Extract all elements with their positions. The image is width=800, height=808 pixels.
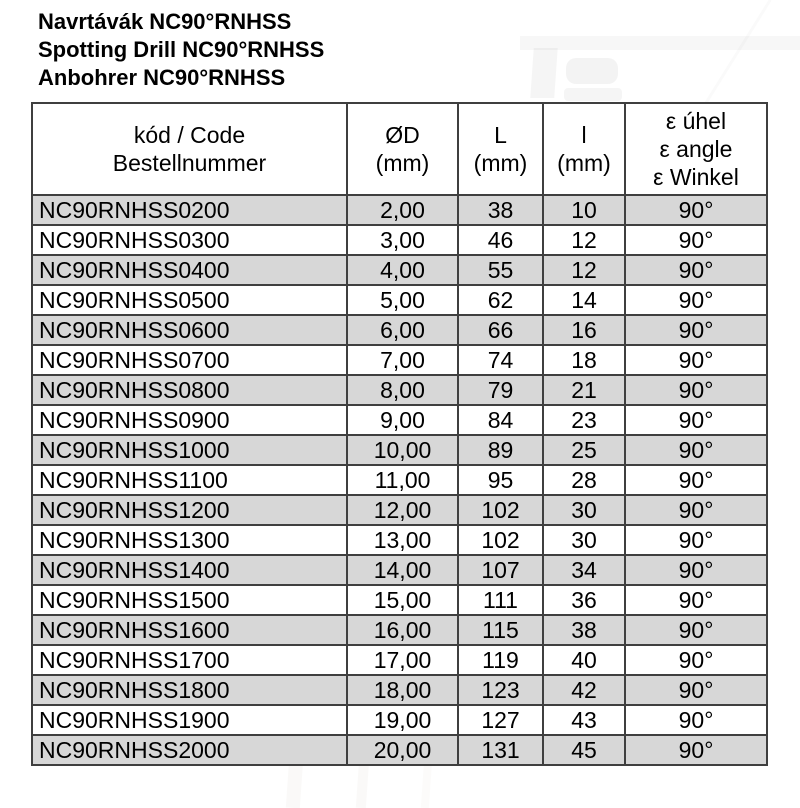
cell-diameter: 4,00	[347, 255, 458, 285]
cell-code: NC90RNHSS1500	[32, 585, 347, 615]
cell-code: NC90RNHSS1600	[32, 615, 347, 645]
cell-angle: 90°	[625, 645, 767, 675]
cell-code: NC90RNHSS1700	[32, 645, 347, 675]
cell-angle: 90°	[625, 495, 767, 525]
cell-length-l: 12	[543, 255, 625, 285]
cell-diameter: 7,00	[347, 345, 458, 375]
table-row	[32, 675, 767, 705]
header-line: l	[581, 122, 587, 148]
cell-length-L: 115	[458, 615, 543, 645]
cell-code: NC90RNHSS1200	[32, 495, 347, 525]
table-row	[32, 705, 767, 735]
cell-angle: 90°	[625, 735, 767, 765]
cell-length-l: 18	[543, 345, 625, 375]
table-row	[32, 615, 767, 645]
col-header-angle	[625, 103, 767, 195]
cell-length-l: 38	[543, 615, 625, 645]
page-title	[38, 8, 324, 92]
cell-length-L: 66	[458, 315, 543, 345]
header-line: Bestellnummer	[112, 150, 267, 176]
cell-length-L: 55	[458, 255, 543, 285]
cell-angle: 90°	[625, 615, 767, 645]
cell-angle: 90°	[625, 315, 767, 345]
cell-length-l: 45	[543, 735, 625, 765]
table-row	[32, 525, 767, 555]
cell-code: NC90RNHSS1300	[32, 525, 347, 555]
table-row	[32, 435, 767, 465]
cell-diameter: 6,00	[347, 315, 458, 345]
cell-angle: 90°	[625, 585, 767, 615]
cell-diameter: 20,00	[347, 735, 458, 765]
cell-angle: 90°	[625, 225, 767, 255]
col-header-diameter	[347, 103, 458, 195]
col-header-length-l	[543, 103, 625, 195]
cell-angle: 90°	[625, 555, 767, 585]
cell-angle: 90°	[625, 435, 767, 465]
header-line: ØD	[385, 122, 420, 148]
table-row	[32, 255, 767, 285]
cell-code: NC90RNHSS0500	[32, 285, 347, 315]
table-row	[32, 405, 767, 435]
cell-length-L: 107	[458, 555, 543, 585]
col-header-code	[32, 103, 347, 195]
cell-diameter: 14,00	[347, 555, 458, 585]
cell-diameter: 8,00	[347, 375, 458, 405]
cell-length-L: 123	[458, 675, 543, 705]
cell-length-L: 89	[458, 435, 543, 465]
header-line: (mm)	[473, 150, 528, 176]
cell-angle: 90°	[625, 705, 767, 735]
cell-length-l: 16	[543, 315, 625, 345]
watermark-logo-shape	[564, 88, 622, 101]
table-row	[32, 585, 767, 615]
cell-length-l: 36	[543, 585, 625, 615]
cell-diameter: 9,00	[347, 405, 458, 435]
table-row	[32, 225, 767, 255]
table-row	[32, 645, 767, 675]
cell-code: NC90RNHSS0700	[32, 345, 347, 375]
header-line: (mm)	[557, 150, 611, 176]
table-header-row	[32, 103, 767, 195]
cell-diameter: 13,00	[347, 525, 458, 555]
cell-angle: 90°	[625, 675, 767, 705]
title-german: Anbohrer NC90°RNHSS	[38, 65, 286, 90]
cell-code: NC90RNHSS0900	[32, 405, 347, 435]
cell-diameter: 18,00	[347, 675, 458, 705]
table-row	[32, 285, 767, 315]
cell-length-L: 62	[458, 285, 543, 315]
watermark-logo-bar	[520, 36, 800, 50]
cell-diameter: 16,00	[347, 615, 458, 645]
cell-length-L: 79	[458, 375, 543, 405]
cell-length-L: 131	[458, 735, 543, 765]
spec-table	[31, 102, 768, 766]
cell-length-L: 46	[458, 225, 543, 255]
cell-length-L: 102	[458, 525, 543, 555]
cell-length-L: 38	[458, 195, 543, 225]
watermark-logo-stem	[530, 48, 557, 98]
cell-length-l: 10	[543, 195, 625, 225]
cell-diameter: 15,00	[347, 585, 458, 615]
title-czech: Navrtávák NC90°RNHSS	[38, 9, 292, 34]
cell-length-L: 119	[458, 645, 543, 675]
cell-length-l: 43	[543, 705, 625, 735]
cell-diameter: 17,00	[347, 645, 458, 675]
cell-length-l: 21	[543, 375, 625, 405]
header-line: (mm)	[375, 150, 430, 176]
cell-length-l: 23	[543, 405, 625, 435]
cell-length-L: 84	[458, 405, 543, 435]
cell-code: NC90RNHSS0200	[32, 195, 347, 225]
cell-length-L: 127	[458, 705, 543, 735]
table-row	[32, 495, 767, 525]
cell-length-L: 111	[458, 585, 543, 615]
header-line: ε angle	[659, 136, 733, 162]
table-body	[32, 195, 767, 765]
cell-length-l: 30	[543, 525, 625, 555]
cell-length-l: 34	[543, 555, 625, 585]
table-row	[32, 315, 767, 345]
table-row	[32, 555, 767, 585]
table-row	[32, 195, 767, 225]
cell-length-l: 42	[543, 675, 625, 705]
cell-length-l: 28	[543, 465, 625, 495]
cell-length-l: 14	[543, 285, 625, 315]
header-line: L	[494, 122, 507, 148]
table-row	[32, 465, 767, 495]
cell-code: NC90RNHSS1100	[32, 465, 347, 495]
cell-angle: 90°	[625, 465, 767, 495]
cell-angle: 90°	[625, 525, 767, 555]
cell-code: NC90RNHSS0800	[32, 375, 347, 405]
cell-length-L: 102	[458, 495, 543, 525]
cell-length-l: 30	[543, 495, 625, 525]
cell-diameter: 10,00	[347, 435, 458, 465]
header-line: ε Winkel	[653, 164, 739, 190]
cell-length-l: 25	[543, 435, 625, 465]
col-header-length-L	[458, 103, 543, 195]
title-english: Spotting Drill NC90°RNHSS	[38, 37, 325, 62]
cell-angle: 90°	[625, 195, 767, 225]
header-line: kód / Code	[133, 122, 246, 148]
cell-code: NC90RNHSS0300	[32, 225, 347, 255]
cell-code: NC90RNHSS2000	[32, 735, 347, 765]
cell-length-L: 95	[458, 465, 543, 495]
cell-code: NC90RNHSS1800	[32, 675, 347, 705]
cell-code: NC90RNHSS1900	[32, 705, 347, 735]
cell-diameter: 12,00	[347, 495, 458, 525]
cell-length-l: 40	[543, 645, 625, 675]
cell-length-l: 12	[543, 225, 625, 255]
table-row	[32, 345, 767, 375]
cell-angle: 90°	[625, 285, 767, 315]
cell-angle: 90°	[625, 375, 767, 405]
cell-code: NC90RNHSS1400	[32, 555, 347, 585]
table-row	[32, 375, 767, 405]
cell-diameter: 19,00	[347, 705, 458, 735]
header-line: ε úhel	[665, 108, 727, 134]
cell-angle: 90°	[625, 345, 767, 375]
cell-diameter: 2,00	[347, 195, 458, 225]
cell-angle: 90°	[625, 405, 767, 435]
cell-code: NC90RNHSS0400	[32, 255, 347, 285]
cell-code: NC90RNHSS0600	[32, 315, 347, 345]
cell-diameter: 3,00	[347, 225, 458, 255]
cell-code: NC90RNHSS1000	[32, 435, 347, 465]
table-row	[32, 735, 767, 765]
cell-angle: 90°	[625, 255, 767, 285]
cell-diameter: 11,00	[347, 465, 458, 495]
cell-diameter: 5,00	[347, 285, 458, 315]
watermark-logo-shape	[566, 58, 618, 84]
cell-length-L: 74	[458, 345, 543, 375]
